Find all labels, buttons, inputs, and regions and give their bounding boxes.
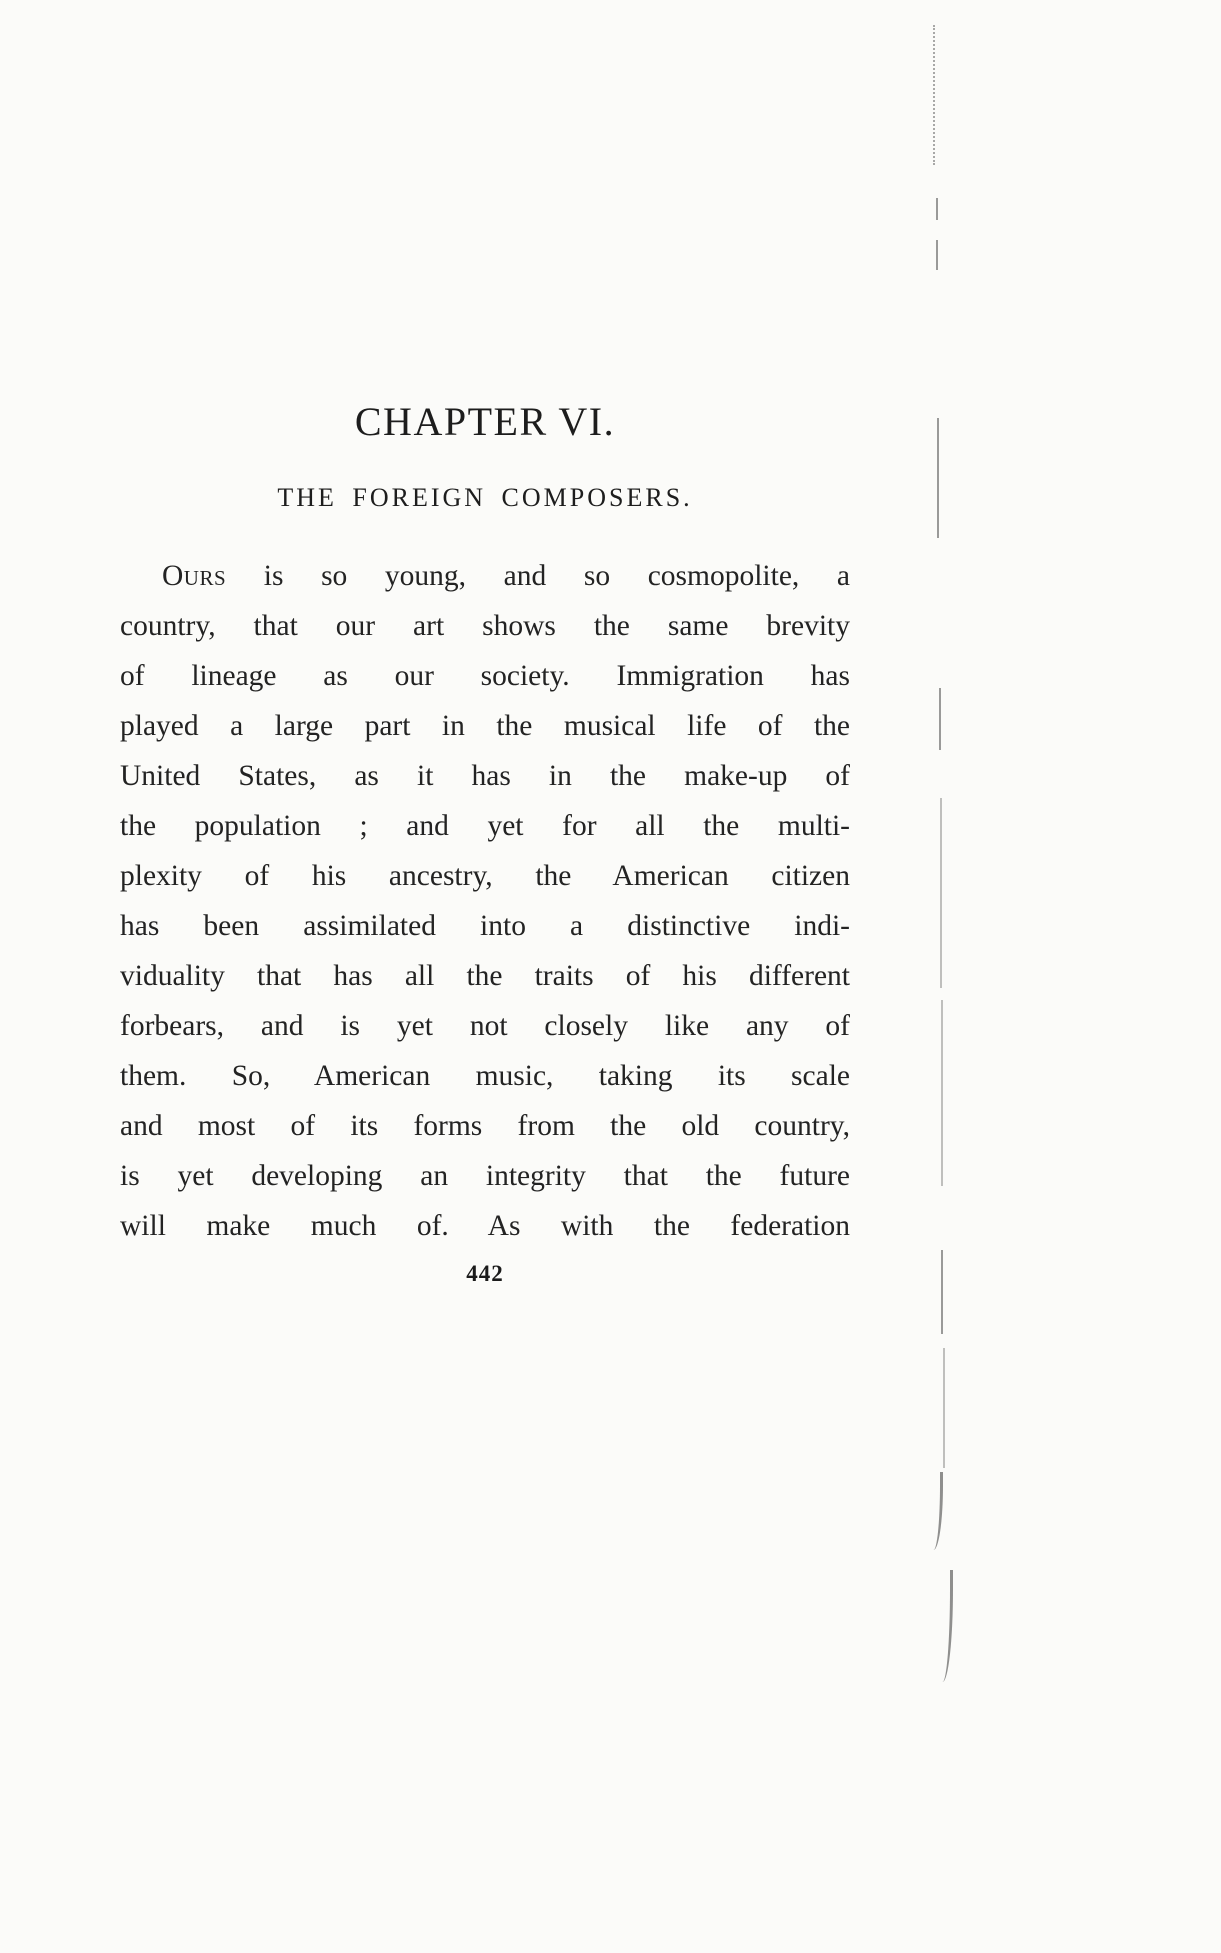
- paragraph-line: played a large part in the musical life of the: [120, 710, 850, 742]
- scan-artifact: [936, 198, 938, 220]
- paragraph-line: [120, 551, 850, 601]
- paragraph-line: of lineage as our society. Immigration has: [120, 660, 850, 692]
- scan-artifact: [924, 1472, 943, 1550]
- paragraph-line: United States, as it has in the make-up of: [120, 760, 850, 792]
- scan-artifact: [939, 688, 941, 750]
- page-number: 442: [466, 1261, 504, 1286]
- scan-artifact: [940, 798, 942, 988]
- paragraph-line: will make much of. As with the federation: [120, 1210, 850, 1242]
- body-paragraph: [120, 551, 850, 1251]
- paragraph-line: the population ; and yet for all the multi-: [120, 810, 850, 842]
- scan-artifact: [936, 240, 938, 270]
- paragraph-line: viduality that has all the traits of his different: [120, 960, 850, 992]
- paragraph-line: country, that our art shows the same brevity: [120, 610, 850, 642]
- paragraph-line: is yet developing an integrity that the future: [120, 1160, 850, 1192]
- scan-artifact: [932, 1570, 953, 1682]
- paragraph-line: forbears, and is yet not closely like any of: [120, 1010, 850, 1042]
- scan-artifact: [937, 418, 939, 538]
- scan-artifact: [941, 1000, 943, 1186]
- paragraph-line: and most of its forms from the old country,: [120, 1110, 850, 1142]
- page-content: [120, 0, 850, 1287]
- lead-word-smallcaps: Ours: [162, 560, 227, 592]
- scan-artifact: [943, 1348, 945, 1468]
- scan-artifact: [941, 1250, 943, 1334]
- paragraph-line: plexity of his ancestry, the American citizen: [120, 860, 850, 892]
- paragraph-line: them. So, American music, taking its scale: [120, 1060, 850, 1092]
- paragraph-line-text: is so young, and so cosmopolite, a: [263, 560, 851, 592]
- scan-artifact: [933, 25, 937, 165]
- section-heading: THE FOREIGN COMPOSERS.: [277, 483, 693, 512]
- chapter-heading: CHAPTER VI.: [354, 399, 616, 444]
- paragraph-line: has been assimilated into a distinctive indi-: [120, 910, 850, 942]
